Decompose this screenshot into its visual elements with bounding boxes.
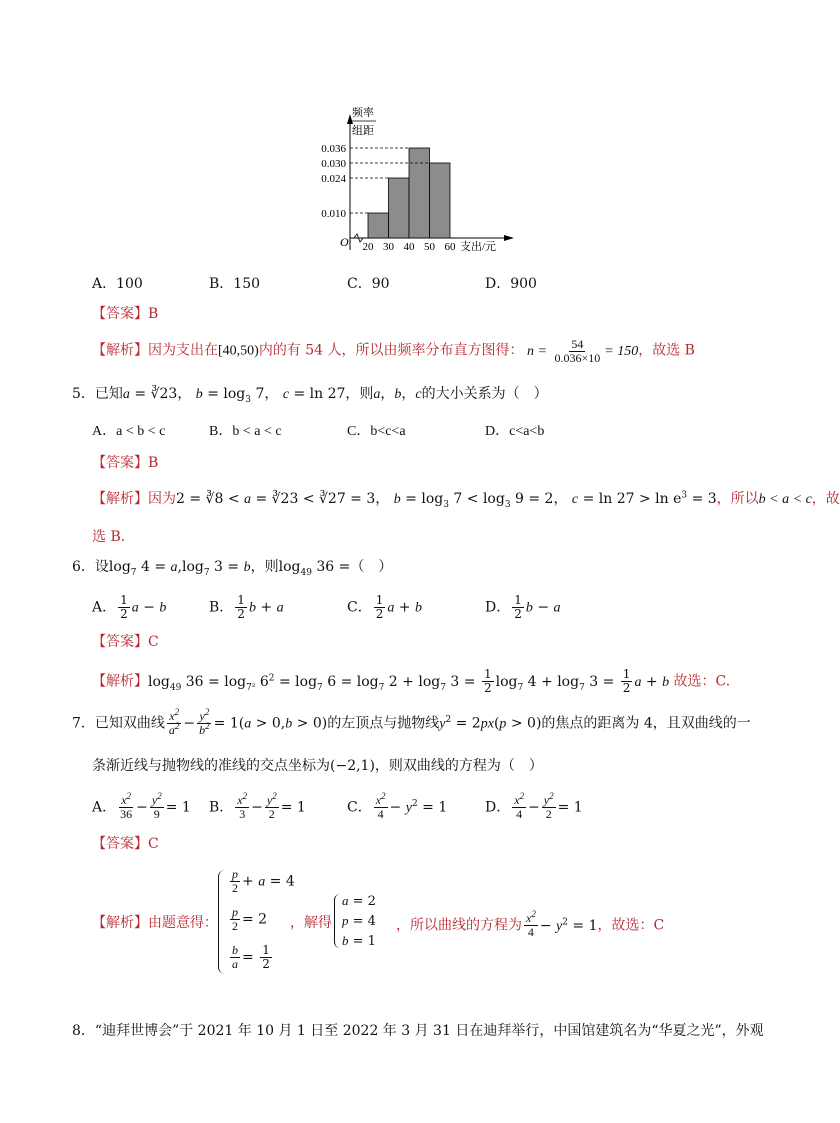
interval: [40,50) xyxy=(218,343,259,359)
q4-option-d: D．900 xyxy=(485,276,537,292)
analysis-text: ，所以 xyxy=(716,491,759,507)
q7-stem: 7．已知双曲线 $\frac{x^2}{a^2}$ − $\frac{y^2}{b^2}$ = 1(a > 0,b > 0)的左顶点与抛物线$y^2 = 2px(p > 0)$的焦点的距离为 4，且双曲线的一 xyxy=(72,707,751,737)
origin-label: O xyxy=(340,235,349,249)
y-tick-label: 0.030 xyxy=(321,158,346,170)
y-axis-label-top: 频率 xyxy=(352,107,374,119)
y-tick-label: 0.024 xyxy=(321,173,346,185)
y-axis-label-bottom: 组距 xyxy=(352,125,374,137)
y-tick-labels xyxy=(321,143,346,220)
q6-analysis: 【解析】$\log_{49} 36 = \log_{7^2} 6^2 = \log_7 6 = \log_7 2 + \log_7 3$ = $\frac{1}{2}$ $\log_7 4 + \log_7 3$ = $\frac{1}{2}$ a + b 故选：C. xyxy=(92,667,731,695)
q7-analysis-result: ，所以曲线的方程为 $\frac{x^2}{4}$ − $y^2 = 1$，故选：C xyxy=(396,909,665,939)
analysis-text: ，故选 B xyxy=(638,342,695,359)
q4-analysis: 【解析】因为支出在[40,50)内的有 54 人，所以由频率分布直方图得： n = $\frac{54}{0.036\times 10}$ = 150，故选 B xyxy=(92,337,695,365)
q6-option-a: A． $\frac{1}{2}$ a − b xyxy=(92,593,167,621)
x-tick-label: 60 xyxy=(444,241,456,253)
q7-analysis-solve: ，解得 xyxy=(290,915,332,931)
y-tick-label: 0.010 xyxy=(321,208,346,220)
analysis-text: 因为 xyxy=(148,491,176,507)
analysis-text: ，故选：C xyxy=(597,917,665,934)
q4-option-a: A．100 xyxy=(92,276,143,292)
analysis-text: ，所以曲线的方程为 xyxy=(396,917,522,934)
stem-text: 5．已知 xyxy=(72,386,123,402)
q5-answer: 【答案】B xyxy=(92,455,159,471)
q8-stem: 8．“迪拜世博会”于 2021 年 10 月 1 日至 2022 年 3 月 31 日在迪拜举行，中国馆建筑名为“华夏之光”，外观 xyxy=(72,1023,764,1039)
q5-option-a: A．a < b < c xyxy=(92,424,166,439)
q5-option-b: B．b < a < c xyxy=(209,424,282,439)
q7-option-c: C． $\frac{x^2}{4}$ − $y^2 = 1$ xyxy=(347,791,448,821)
q6-stem: 6．设$\log_7 4 = a,\log_7$ 3 = b，则$\log_{49} 36$ =（ ） xyxy=(72,559,393,578)
analysis-text: 由题意得： xyxy=(148,915,218,931)
q6-option-c: C． $\frac{1}{2}$ a + b xyxy=(347,593,422,621)
histogram-bar xyxy=(409,148,430,238)
histogram-bar xyxy=(430,163,451,238)
q7-analysis xyxy=(92,914,218,932)
stem-text: 的左顶点与抛物线 xyxy=(327,715,440,732)
stem-text: 的焦点的距离为 4，且双曲线的一 xyxy=(541,715,751,732)
q6-option-d: D． $\frac{1}{2}$ b − a xyxy=(485,593,561,621)
q6-option-b: B． $\frac{1}{2}$ b + a xyxy=(209,593,284,621)
y-tick-label: 0.036 xyxy=(321,143,346,155)
q4-option-c: C．90 xyxy=(347,276,390,292)
q4-option-b: B．150 xyxy=(209,276,261,292)
analysis-label: 【解析】 xyxy=(92,342,148,359)
analysis-label: 【解析】 xyxy=(92,915,148,931)
q5-analysis-cont: 选 B． xyxy=(92,529,135,545)
analysis-label: 【解析】 xyxy=(92,673,148,690)
stem-text: （ ） xyxy=(350,559,393,575)
analysis-text: ，故 xyxy=(811,491,840,507)
q6-answer: 【答案】C xyxy=(92,634,159,650)
stem-text: ，则双曲线的方程为（ ） xyxy=(374,758,543,774)
analysis-text: 因为支出在 xyxy=(148,342,218,359)
x-tick-label: 40 xyxy=(403,241,415,253)
q5-option-d: D．c<a<b xyxy=(485,424,545,439)
x-tick-label: 20 xyxy=(362,241,374,253)
q4-answer: 【答案】B xyxy=(92,306,159,322)
x-tick-labels xyxy=(363,241,457,253)
histogram-bars xyxy=(368,148,450,238)
histogram-bar xyxy=(389,178,410,238)
q7-system-2: a = 2 p = 4 b = 1 xyxy=(334,892,394,952)
frequency-histogram xyxy=(300,100,520,260)
analysis-text: 内的有 54 人，所以由频率分布直方图得： xyxy=(258,342,524,359)
x-tick-label: 50 xyxy=(424,241,435,253)
q5-stem: 5．已知a = ∛23， $b = \log_3 7$， c = ln 27，则a，b，c的大小关系为（ ） xyxy=(72,386,548,405)
q7-stem-cont: 条渐近线与抛物线的准线的交点坐标为(−2,1)，则双曲线的方程为（ ） xyxy=(92,758,543,774)
stem-text: 条渐近线与抛物线的准线的交点坐标为 xyxy=(92,758,330,774)
q7-system-1: $\frac{p}{2}$ + a = 4 $\frac{p}{2}$ = 2 $\frac{b}{a}$ = $\frac{1}{2}$ xyxy=(218,868,288,978)
q5-option-c: C．b<c<a xyxy=(347,424,406,439)
stem-text: 6．设 xyxy=(72,559,109,575)
q7-option-a: A． $\frac{x^2}{36}$ − $\frac{y^2}{9}$ = 1 xyxy=(92,791,191,821)
stem-text: ，则 xyxy=(250,559,279,575)
stem-text: 7．已知双曲线 xyxy=(72,715,165,732)
histogram-bar xyxy=(368,213,389,238)
analysis-text: 故选：C. xyxy=(673,673,731,690)
q7-option-d: D． $\frac{x^2}{4}$ − $\frac{y^2}{2}$ = 1 xyxy=(485,791,583,821)
q5-analysis: 【解析】因为2 = ∛8 < a = ∛23 < ∛27 = 3， $b = \log_3 7 < \log_3 9 = 2$， $c = \ln 27 > \ln e^3 = 3$，所以b < a < c，故 xyxy=(92,490,840,510)
q7-option-b: B． $\frac{x^2}{3}$ − $\frac{y^2}{2}$ = 1 xyxy=(209,791,306,821)
stem-text: 的大小关系为（ ） xyxy=(421,386,548,402)
x-axis-label: 支出/元 xyxy=(460,241,497,253)
stem-text: ，则 xyxy=(345,386,374,402)
analysis-label: 【解析】 xyxy=(92,491,148,507)
q7-answer: 【答案】C xyxy=(92,836,159,852)
x-tick-label: 30 xyxy=(383,241,394,253)
